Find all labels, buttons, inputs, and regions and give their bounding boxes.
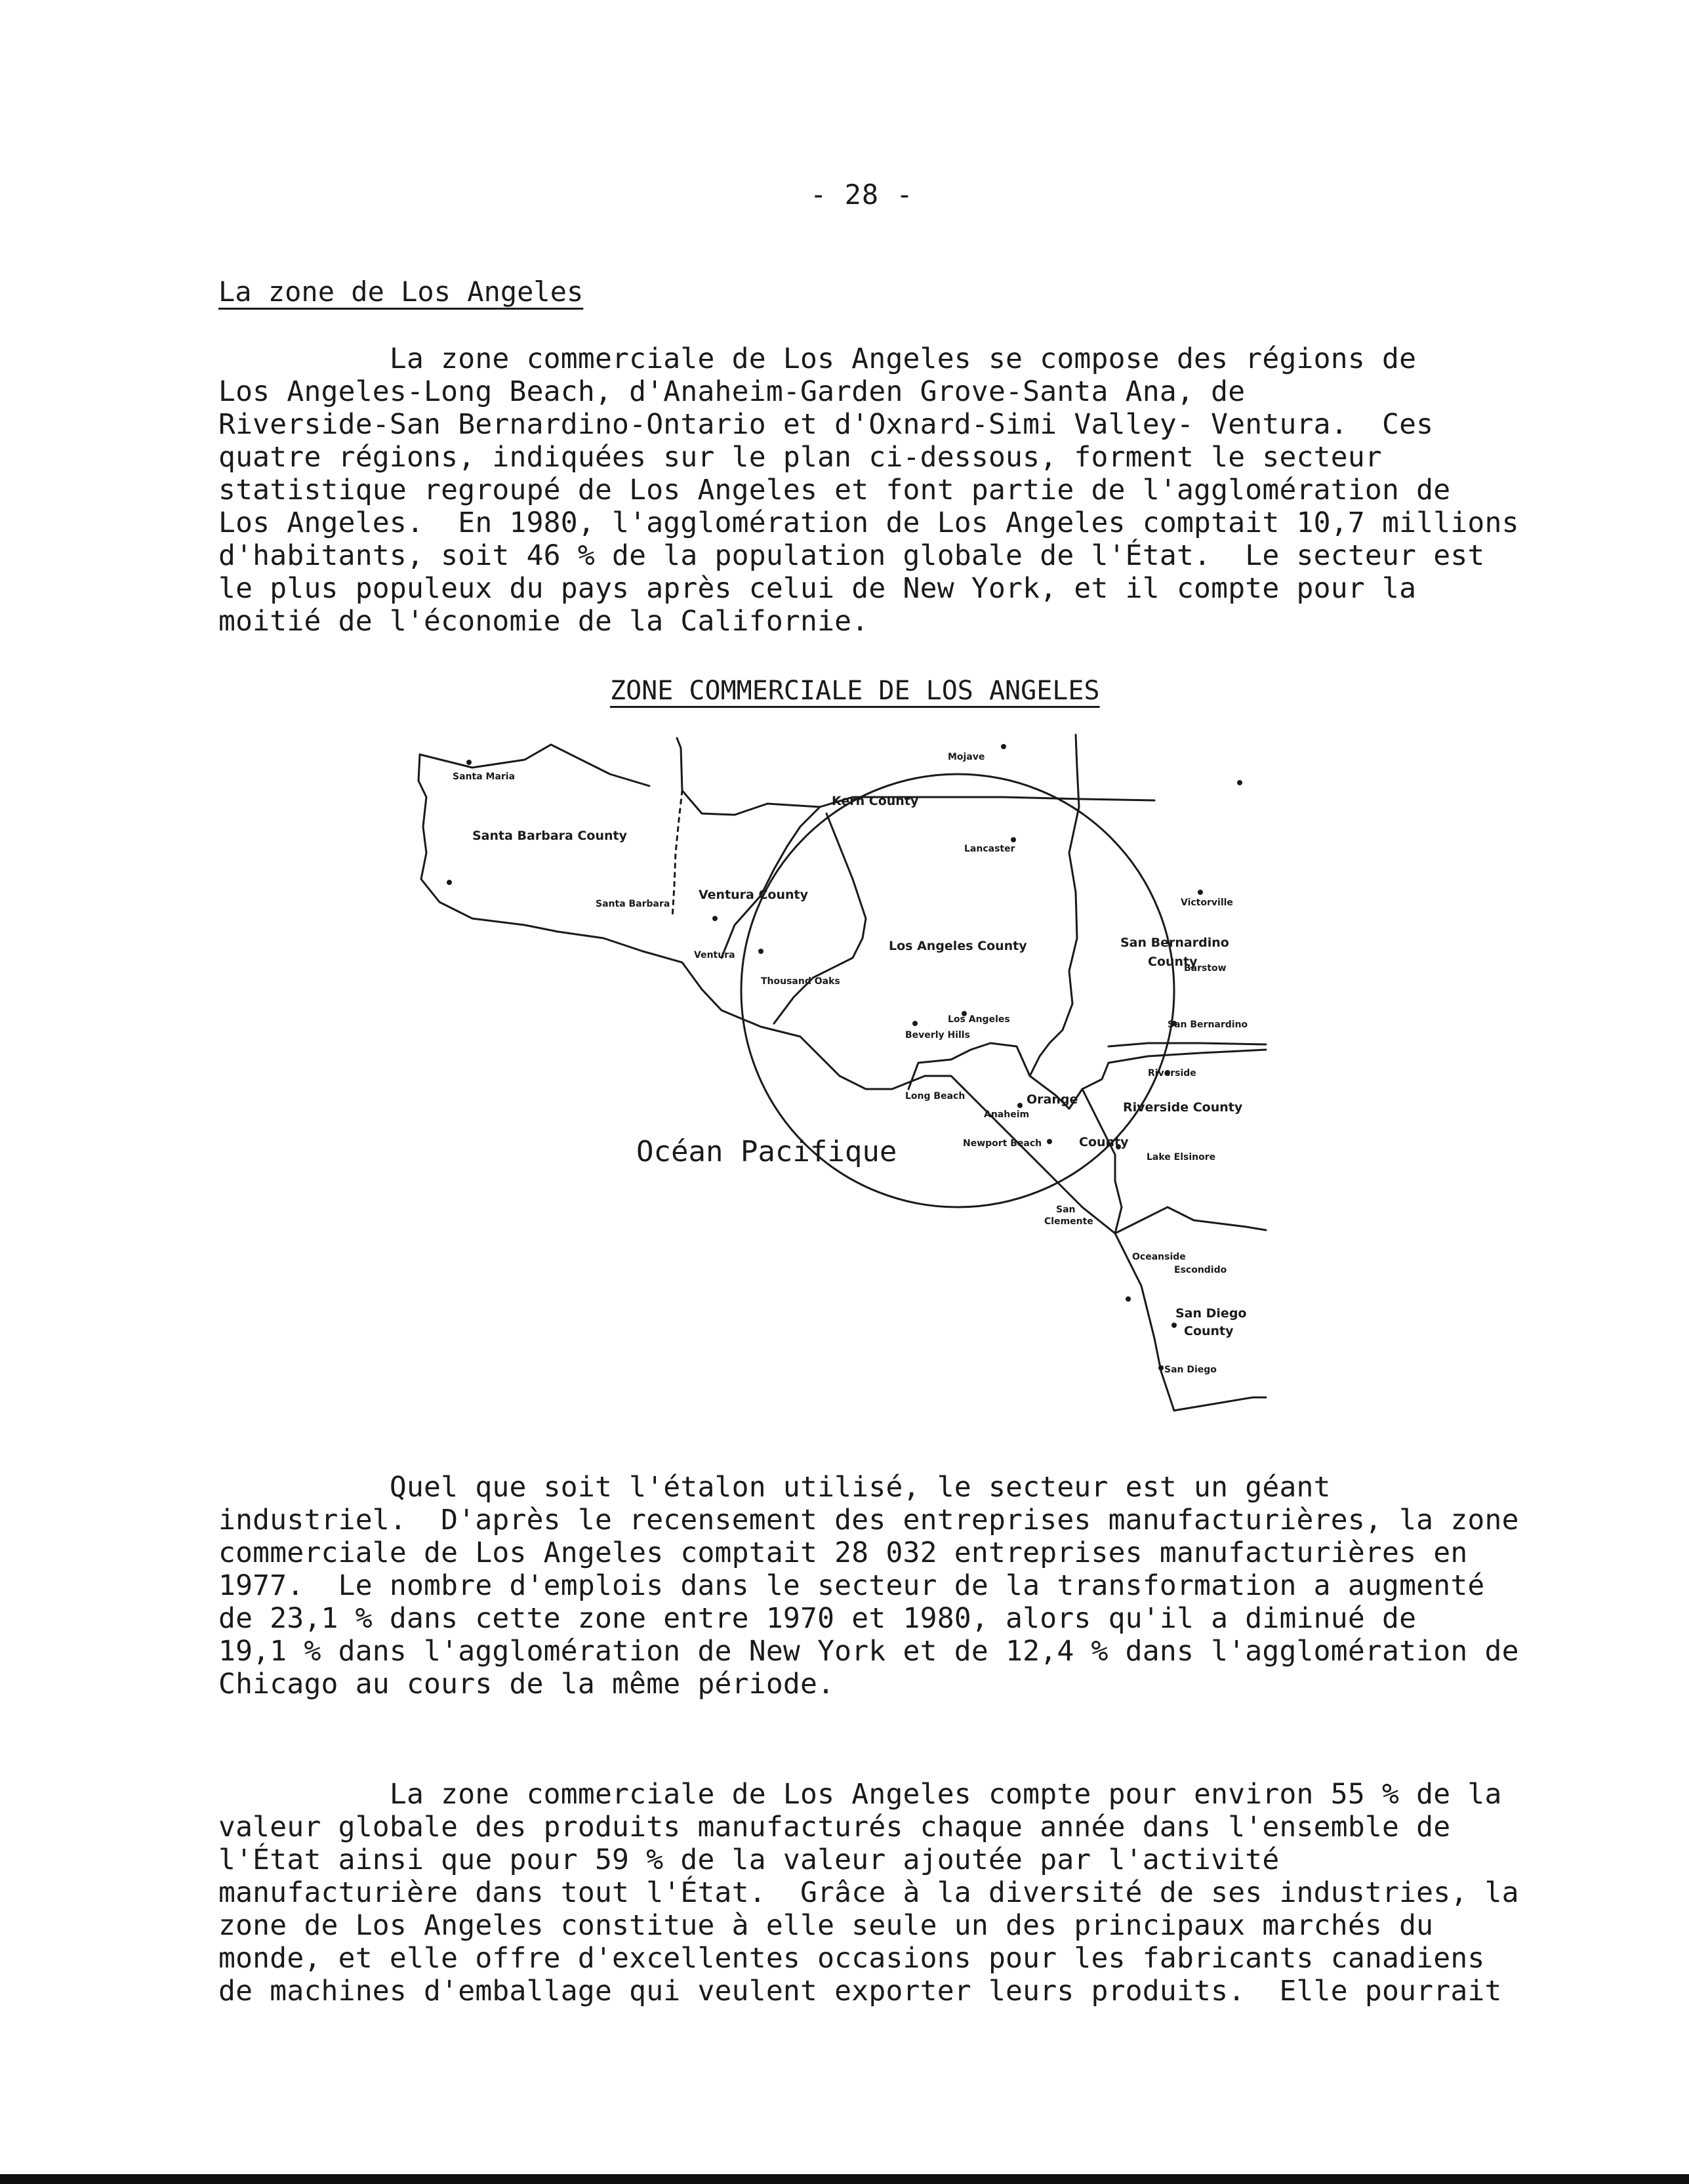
label-barstow: Barstow [1184, 963, 1227, 974]
label-santa-barbara: Santa Barbara [596, 899, 670, 909]
label-san-diego-county: San Diego [1175, 1306, 1247, 1321]
label-san-clemente-2: Clemente [1044, 1216, 1093, 1227]
scan-edge-bar [0, 2174, 1689, 2184]
page-number: - 28 - [810, 178, 914, 211]
label-san-diego-county-2: County [1184, 1324, 1234, 1338]
map-title: ZONE COMMERCIALE DE LOS ANGELES [610, 676, 1100, 706]
label-lancaster: Lancaster [964, 844, 1015, 854]
label-riverside: Riverside [1148, 1068, 1196, 1079]
sb-county-south [1109, 1043, 1266, 1046]
label-thousand-oaks: Thousand Oaks [761, 976, 840, 987]
label-long-beach: Long Beach [905, 1091, 966, 1102]
label-orange: Orange [1027, 1092, 1078, 1107]
label-lake-elsinore: Lake Elsinore [1147, 1152, 1216, 1163]
section-heading: La zone de Los Angeles [218, 276, 584, 308]
label-santa-maria: Santa Maria [453, 772, 516, 782]
los-angeles-zone-map [394, 722, 1325, 1450]
label-newport-beach: Newport Beach [963, 1138, 1042, 1149]
label-los-angeles-county: Los Angeles County [889, 939, 1027, 953]
la-east-line [1030, 735, 1079, 1076]
label-anaheim: Anaheim [984, 1109, 1030, 1120]
label-escondido: Escondido [1174, 1265, 1227, 1275]
label-oceanside: Oceanside [1132, 1252, 1186, 1262]
label-san-bernardino: San Bernardino [1168, 1020, 1248, 1030]
label-orange-county: County [1079, 1135, 1129, 1149]
label-ocean: Océan Pacifique [636, 1135, 897, 1168]
paragraph-2: Quel que soit l'étalon utilisé, le secteur est un géant industriel. D'après le recensement des entreprises manufacturières, la zone commerciale de Los Angeles comptait 28 032 entreprises manufacturières en 1977. Le nombre d'emplois dans le secteur de la transformation a augmenté de 23,1 % dans cette zone entre 1970 et 1980, alors qu'il a diminué de 19,1 % dans l'agglomération de New York et de 12,4 % dans l'agglomération de Chicago au cours de la même période. [218, 1471, 1519, 1700]
paragraph-3: La zone commerciale de Los Angeles compte pour environ 55 % de la valeur globale des produits manufacturés chaque année dans l'ensemble de l'État ainsi que pour 59 % de la valeur ajoutée par l'activité manufacturière dans tout l'État. Grâce à la diversité de ses industries, la zone de Los Angeles constitue à elle seule un des principaux marchés du monde, et elle offre d'excellentes occasions pour les fabricants canadiens de machines d'emballage qui veulent exporter leurs produits. Elle pourrait [218, 1778, 1519, 2008]
label-los-angeles: Los Angeles [948, 1014, 1010, 1025]
sb-ventura-line [672, 791, 682, 918]
paragraph-1: La zone commerciale de Los Angeles se compose des régions de Los Angeles-Long Beach, d'Anaheim-Garden Grove-Santa Ana, de Riverside-San Bernardino-Ontario et d'Oxnard-Simi Valley- Ventura. Ces quatre régions, indiquées sur le plan ci-dessous, forment le secteur statistique regroupé de Los Angeles et font partie de l'agglomération de Los Angeles. En 1980, l'agglomération de Los Angeles comptait 10,7 millions d'habitants, soit 46 % de la population globale de l'État. Le secteur est le plus populeux du pays après celui de New York, et il compte pour la moitié de l'économie de la Californie. [218, 342, 1519, 638]
label-san-clemente: San [1056, 1205, 1076, 1215]
coastline [418, 754, 1174, 1411]
label-san-diego: San Diego [1164, 1365, 1217, 1375]
label-kern-county: Kern County [832, 794, 919, 808]
label-victorville: Victorville [1181, 897, 1233, 908]
label-santa-barbara-county: Santa Barbara County [472, 829, 627, 843]
label-ventura-county: Ventura County [699, 888, 809, 902]
label-ventura: Ventura [694, 950, 735, 960]
sd-county-north [1115, 1207, 1266, 1233]
label-mojave: Mojave [948, 752, 985, 762]
la-orange-line [908, 1043, 1030, 1089]
label-san-bernardino-county-2: County [1148, 955, 1198, 969]
label-beverly-hills: Beverly Hills [905, 1030, 970, 1040]
label-riverside-county: Riverside County [1123, 1100, 1243, 1115]
label-san-bernardino-county: San Bernardino [1120, 936, 1229, 950]
mexico-border [1174, 1397, 1266, 1411]
